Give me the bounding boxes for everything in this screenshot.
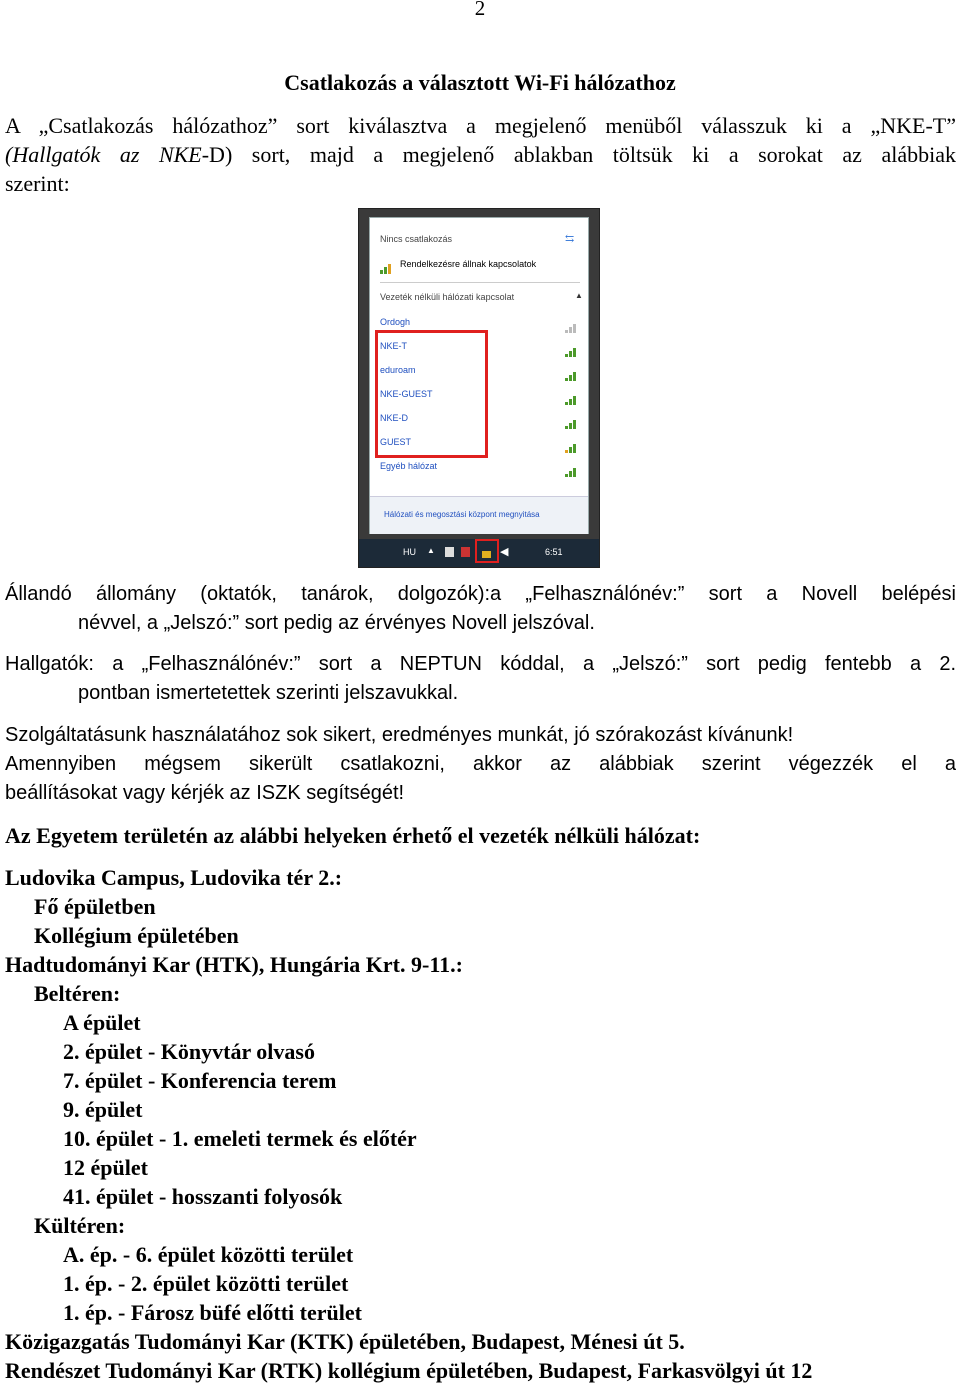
tray-icon[interactable] [461, 547, 470, 557]
location-item: 9. épület [63, 1097, 143, 1122]
signal-icon [565, 387, 583, 399]
intro-line-1: A „Csatlakozás hálózathoz” sort kiválasztva a megjelenő menüből válasszuk ki a „NKE-T” [5, 113, 956, 138]
wifi-menu-screenshot [358, 208, 600, 568]
highlight-box [375, 330, 488, 458]
signal-icon [565, 411, 583, 423]
location-item: 10. épület - 1. emeleti termek és előtér [63, 1126, 417, 1151]
section-title: Csatlakozás a választott Wi-Fi hálózathoz [284, 70, 676, 95]
clock[interactable]: 6:51 [545, 547, 563, 557]
location-item: Ludovika Campus, Ludovika tér 2.: [5, 865, 343, 890]
students-line-2: pontban ismertetettek szerinti jelszavukkal. [78, 682, 459, 704]
closing-line-2: Amennyiben mégsem sikerült csatlakozni, akkor az alábbiak szerint végezzék el a [5, 753, 956, 775]
collapse-icon: ▲ [575, 291, 583, 300]
location-item: 12 épület [63, 1155, 148, 1180]
page-number: 2 [474, 0, 486, 20]
signal-icon [565, 363, 583, 375]
taskbar [359, 539, 599, 567]
signal-icon [565, 459, 583, 471]
location-item: Beltéren: [34, 981, 121, 1006]
tray-arrow-icon[interactable]: ▲ [427, 546, 435, 555]
location-item: Kollégium épületében [34, 923, 239, 948]
signal-icon [380, 256, 398, 268]
highlight-box [475, 539, 499, 563]
location-item: Kültéren: [34, 1213, 126, 1238]
available-connections: Rendelkezésre állnak kapcsolatok [400, 259, 537, 269]
network-item[interactable]: Egyéb hálózat [380, 461, 438, 471]
location-item: A. ép. - 6. épület közötti terület [63, 1242, 354, 1267]
students-line-1: Hallgatók: a „Felhasználónév:” sort a NEPTUN kóddal, a „Jelszó:” sort pedig fentebb a 2. [5, 653, 956, 675]
location-item: Közigazgatás Tudományi Kar (KTK) épületében, Budapest, Ménesi út 5. [5, 1329, 685, 1354]
status-title: Nincs csatlakozás [380, 234, 453, 244]
network-item[interactable]: NKE-GUEST [380, 389, 433, 399]
signal-icon [565, 339, 583, 351]
location-item: Fő épületben [34, 894, 156, 919]
refresh-icon: ⇆ [565, 233, 575, 245]
flag-icon[interactable] [445, 547, 454, 557]
intro-line-2 [5, 140, 956, 169]
language-indicator[interactable]: HU [403, 547, 416, 557]
location-item: 7. épület - Konferencia terem [63, 1068, 337, 1093]
location-item: Hadtudományi Kar (HTK), Hungária Krt. 9-11.: [5, 952, 463, 977]
signal-icon [565, 315, 583, 327]
volume-icon[interactable]: ◀ [500, 546, 509, 558]
locations-heading: Az Egyetem területén az alábbi helyeken érhető el vezeték nélküli hálózat: [5, 823, 701, 848]
closing-line-1: Szolgáltatásunk használatához sok sikert, eredményes munkát, jó szórakozást kívánunk! [5, 724, 794, 746]
network-item[interactable]: GUEST [380, 437, 412, 447]
intro-line-3: szerint: [5, 171, 70, 196]
location-item: 41. épület - hosszanti folyosók [63, 1184, 343, 1209]
wifi-panel [369, 217, 589, 534]
network-item[interactable]: NKE-T [380, 341, 407, 351]
closing-line-3: beállításokat vagy kérjék az ISZK segítségét! [5, 782, 405, 804]
network-item[interactable]: Ordogh [380, 317, 411, 327]
location-item: Rendészet Tudományi Kar (RTK) kollégium épületében, Budapest, Farkasvölgyi út 12 [5, 1358, 813, 1383]
divider [380, 282, 580, 283]
intro-italic: (Hallgatók az NKE [5, 142, 202, 167]
section-header: Vezeték nélküli hálózati kapcsolat [380, 292, 515, 302]
staff-line-2: névvel, a „Jelszó:” sort pedig az érvényes Novell jelszóval. [78, 612, 595, 634]
location-item: 1. ép. - 2. épület közötti terület [63, 1271, 349, 1296]
network-item[interactable]: NKE-D [380, 413, 409, 423]
staff-line-1: Állandó állomány (oktatók, tanárok, dolgozók):a „Felhasználónév:” sort a Novell belépési [5, 583, 956, 605]
signal-icon [565, 435, 583, 447]
network-center-link[interactable]: Hálózati és megosztási központ megnyitása [384, 510, 540, 519]
location-item: 1. ép. - Fárosz büfé előtti terület [63, 1300, 362, 1325]
location-item: A épület [63, 1010, 141, 1035]
location-item: 2. épület - Könyvtár olvasó [63, 1039, 315, 1064]
network-item[interactable]: eduroam [380, 365, 416, 375]
intro-line-2-rest: -D) sort, majd a megjelenő ablakban töltsük ki a sorokat az alábbiak [201, 142, 956, 167]
